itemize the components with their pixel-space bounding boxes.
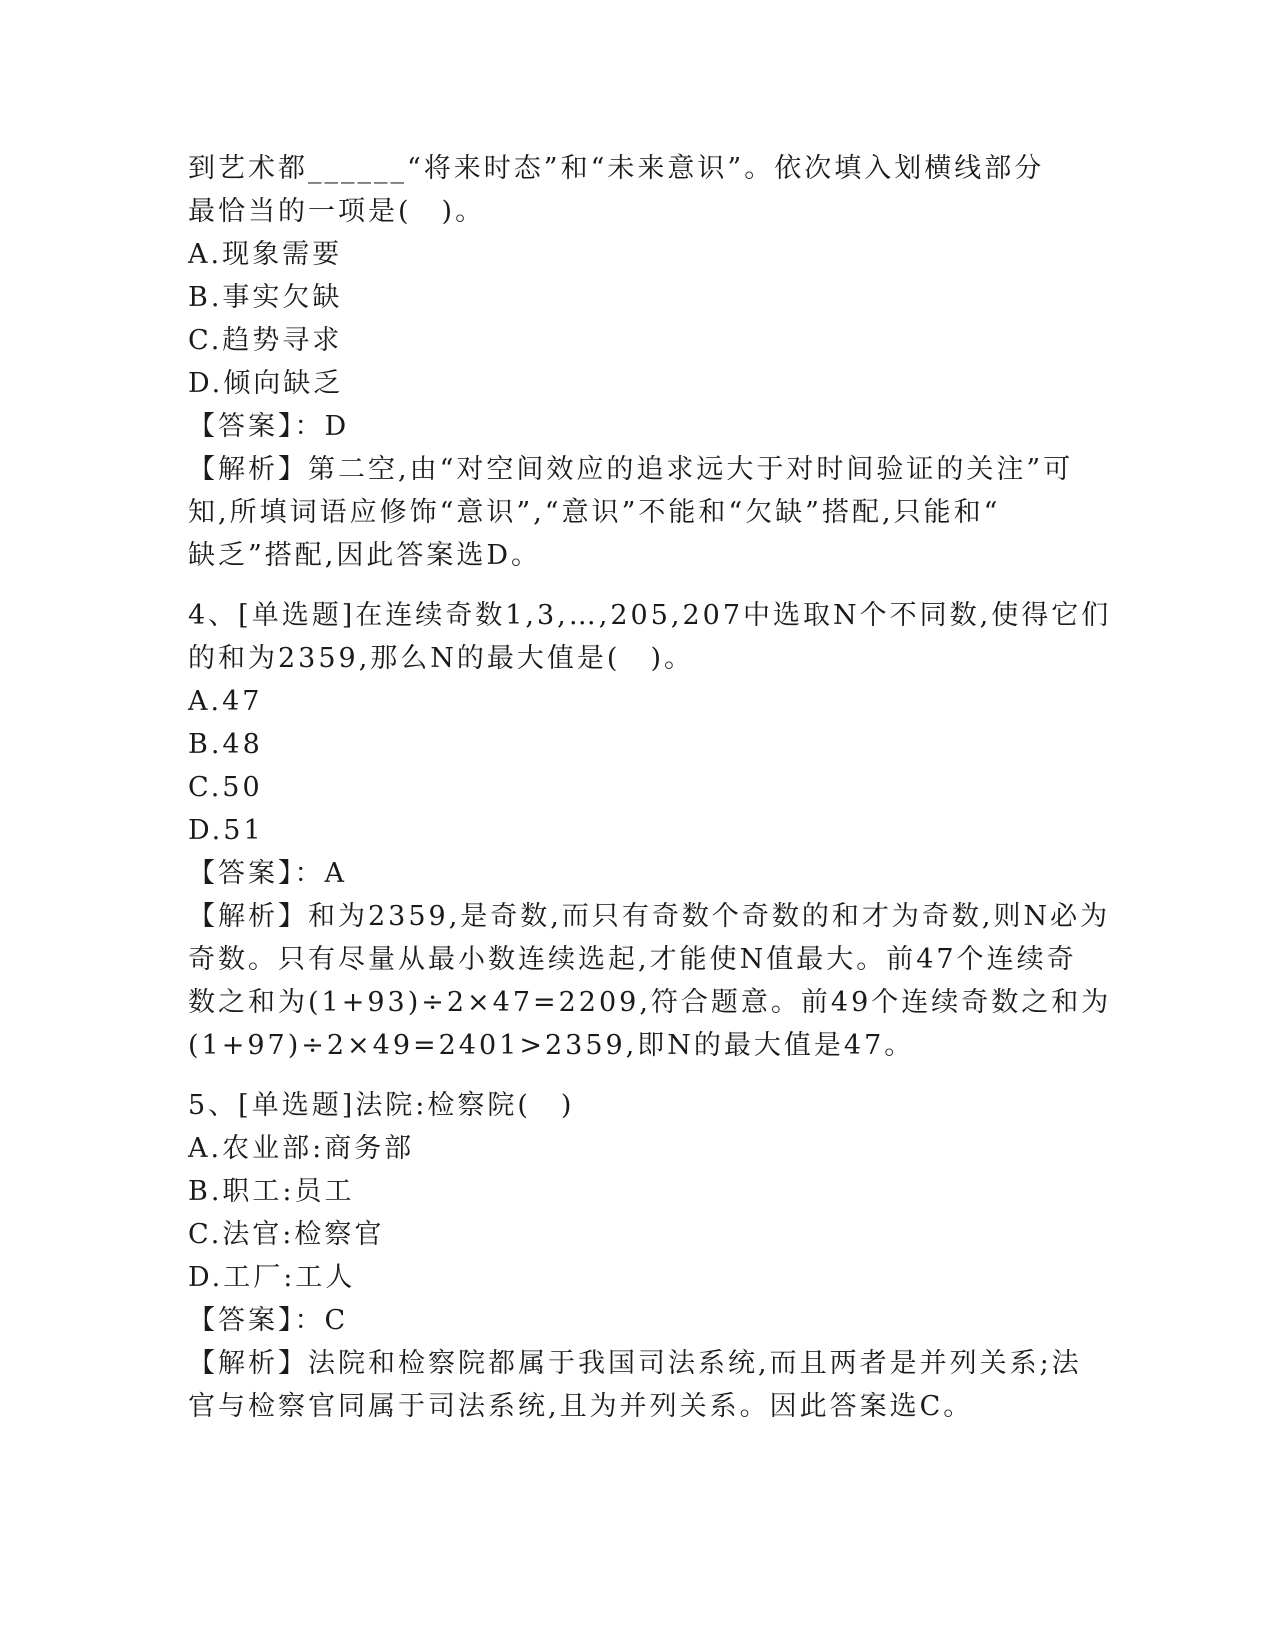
option-a: A.农业部:商务部 xyxy=(188,1133,415,1164)
answer-line: 【答案】：A xyxy=(188,858,347,889)
option-c: C.法官:检察官 xyxy=(188,1219,385,1250)
option-d: D.工厂:工人 xyxy=(188,1262,356,1293)
option-b: B.事实欠缺 xyxy=(188,282,343,313)
answer-line: 【答案】：D xyxy=(188,411,350,442)
option-b: B.48 xyxy=(188,729,263,760)
analysis-line: (1+97)÷2×49=2401>2359,即N的最大值是47。 xyxy=(188,1030,915,1061)
question-4 xyxy=(188,594,1112,1067)
option-b: B.职工:员工 xyxy=(188,1176,355,1207)
question-stem-line: 最恰当的一项是( )。 xyxy=(188,196,486,227)
analysis-line: 知,所填词语应修饰“意识”,“意识”不能和“欠缺”搭配,只能和“ xyxy=(188,497,1001,528)
analysis-line: 官与检察官同属于司法系统,且为并列关系。因此答案选C。 xyxy=(188,1391,974,1422)
option-a: A.47 xyxy=(188,686,263,717)
option-c: C.趋势寻求 xyxy=(188,325,343,356)
question-spacer xyxy=(188,577,1088,594)
document-page xyxy=(188,147,1112,1428)
answer-line: 【答案】：C xyxy=(188,1305,349,1336)
question-5 xyxy=(188,1084,1088,1428)
analysis-line: 【解析】和为2359,是奇数,而只有奇数个奇数的和才为奇数,则N必为 xyxy=(188,901,1111,932)
analysis-line: 数之和为(1+93)÷2×47=2209,符合题意。前49个连续奇数之和为 xyxy=(188,987,1112,1018)
option-c: C.50 xyxy=(188,772,263,803)
question-spacer xyxy=(188,1067,1088,1084)
analysis-line: 缺乏”搭配,因此答案选D。 xyxy=(188,540,542,571)
option-a: A.现象需要 xyxy=(188,239,343,270)
option-d: D.倾向缺乏 xyxy=(188,368,344,399)
analysis-line: 【解析】第二空,由“对空间效应的追求远大于对时间验证的关注”可 xyxy=(188,454,1074,485)
analysis-line: 【解析】法院和检察院都属于我国司法系统,而且两者是并列关系;法 xyxy=(188,1348,1082,1379)
question-3 xyxy=(188,147,1088,577)
question-stem-line: 5、[单选题]法院:检察院( ) xyxy=(188,1090,575,1121)
question-stem-line: 的和为2359,那么N的最大值是( )。 xyxy=(188,643,694,674)
question-stem-line: 4、[单选题]在连续奇数1,3,…,205,207中选取N个不同数,使得它们 xyxy=(188,600,1112,631)
option-d: D.51 xyxy=(188,815,264,846)
analysis-line: 奇数。只有尽量从最小数连续选起,才能使N值最大。前47个连续奇 xyxy=(188,944,1077,975)
question-stem-line: 到艺术都______“将来时态”和“未来意识”。依次填入划横线部分 xyxy=(188,153,1045,184)
